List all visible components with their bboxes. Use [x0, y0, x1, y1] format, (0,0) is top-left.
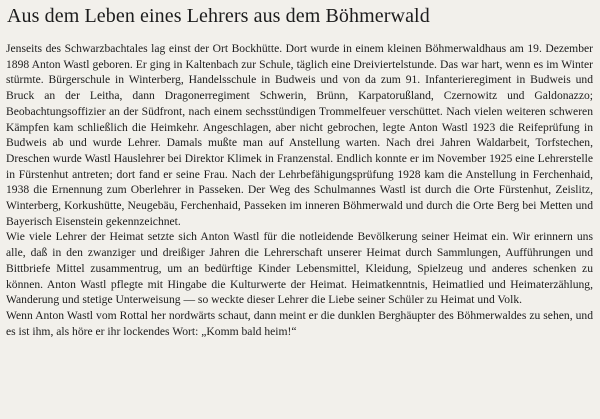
article-title: Aus dem Leben eines Lehrers aus dem Böhmerwald: [7, 5, 430, 27]
article-body: [6, 41, 593, 339]
paragraph-1: Jenseits des Schwarzbachtales lag einst der Ort Bockhütte. Dort wurde in einem kleinen Böhmerwaldhaus am 19. Dezember 1898 Anton Wastl geboren. Er ging in Kaltenbach zur Schule, täglich eine Dreiviertelstunde. Das war hart, wenn es im Winter stürmte. Bürgerschule in Winterberg, Handelsschule in Budweis und von da zum 91. Infanterieregiment in Budweis und Bruck an der Leitha, dann Dragonerregiment Schwerin, Brünn, Karpatorußland, Czernowitz und Galdonazzo; Beobachtungsoffizier an der Südfront, nach einem sechsstündigen Trommelfeuer verschüttet. Nach vielen weiteren schweren Kämpfen kam schließlich die Heimkehr. Angeschlagen, aber nicht gebrochen, legte Anton Wastl 1923 die Reifeprüfung in Budweis ab und wurde Lehrer. Damals mußte man auf Anstellung warten. Nach drei Jahren Waldarbeit, Torfstechen, Dreschen wurde Wastl Hauslehrer bei Direktor Klimek in Franzenstal. Endlich konnte er im November 1925 eine Lehrerstelle in Fürstenhut antreten; dort fand er seine Frau. Nach der Lehrbefähigungsprüfung 1928 kam die Anstellung in Ferchenhaid, 1938 die Ernennung zum Oberlehrer in Passeken. Der Weg des Schulmannes Wastl ist durch die Orte Fürstenhut, Zeislitz, Winterberg, Korkushütte, Neugebäu, Ferchenhaid, Passeken im inneren Böhmerwald und durch die Orte Berg bei Metten und Bayerisch Eisenstein gekennzeichnet.: [6, 42, 593, 228]
paragraph-2: Wie viele Lehrer der Heimat setzte sich Anton Wastl für die notleidende Bevölkerung seiner Heimat ein. Wir erinnern uns alle, daß in den zwanziger und dreißiger Jahren die Lehrerschaft unserer Heimat durch Sammlungen, Aufführungen und Bittbriefe Mittel zusammentrug, um an bedürftige Kinder Lebensmittel, Kleidung, Spielzeug und anderes schenken zu können. Anton Wastl pflegte mit Hingabe die Kulturwerte der Heimat. Heimatkenntnis, Heimatlied und Heimaterzählung, Wanderung und stetige Unterweisung — so weckte dieser Lehrer die Liebe seiner Schüler zu Heimat und Volk.: [6, 230, 593, 307]
paragraph-3: Wenn Anton Wastl vom Rottal her nordwärts schaut, dann meint er die dunklen Berghäupter des Böhmerwaldes zu sehen, und es ist ihm, als höre er ihr lockendes Wort: „Komm bald heim!“: [6, 308, 593, 338]
